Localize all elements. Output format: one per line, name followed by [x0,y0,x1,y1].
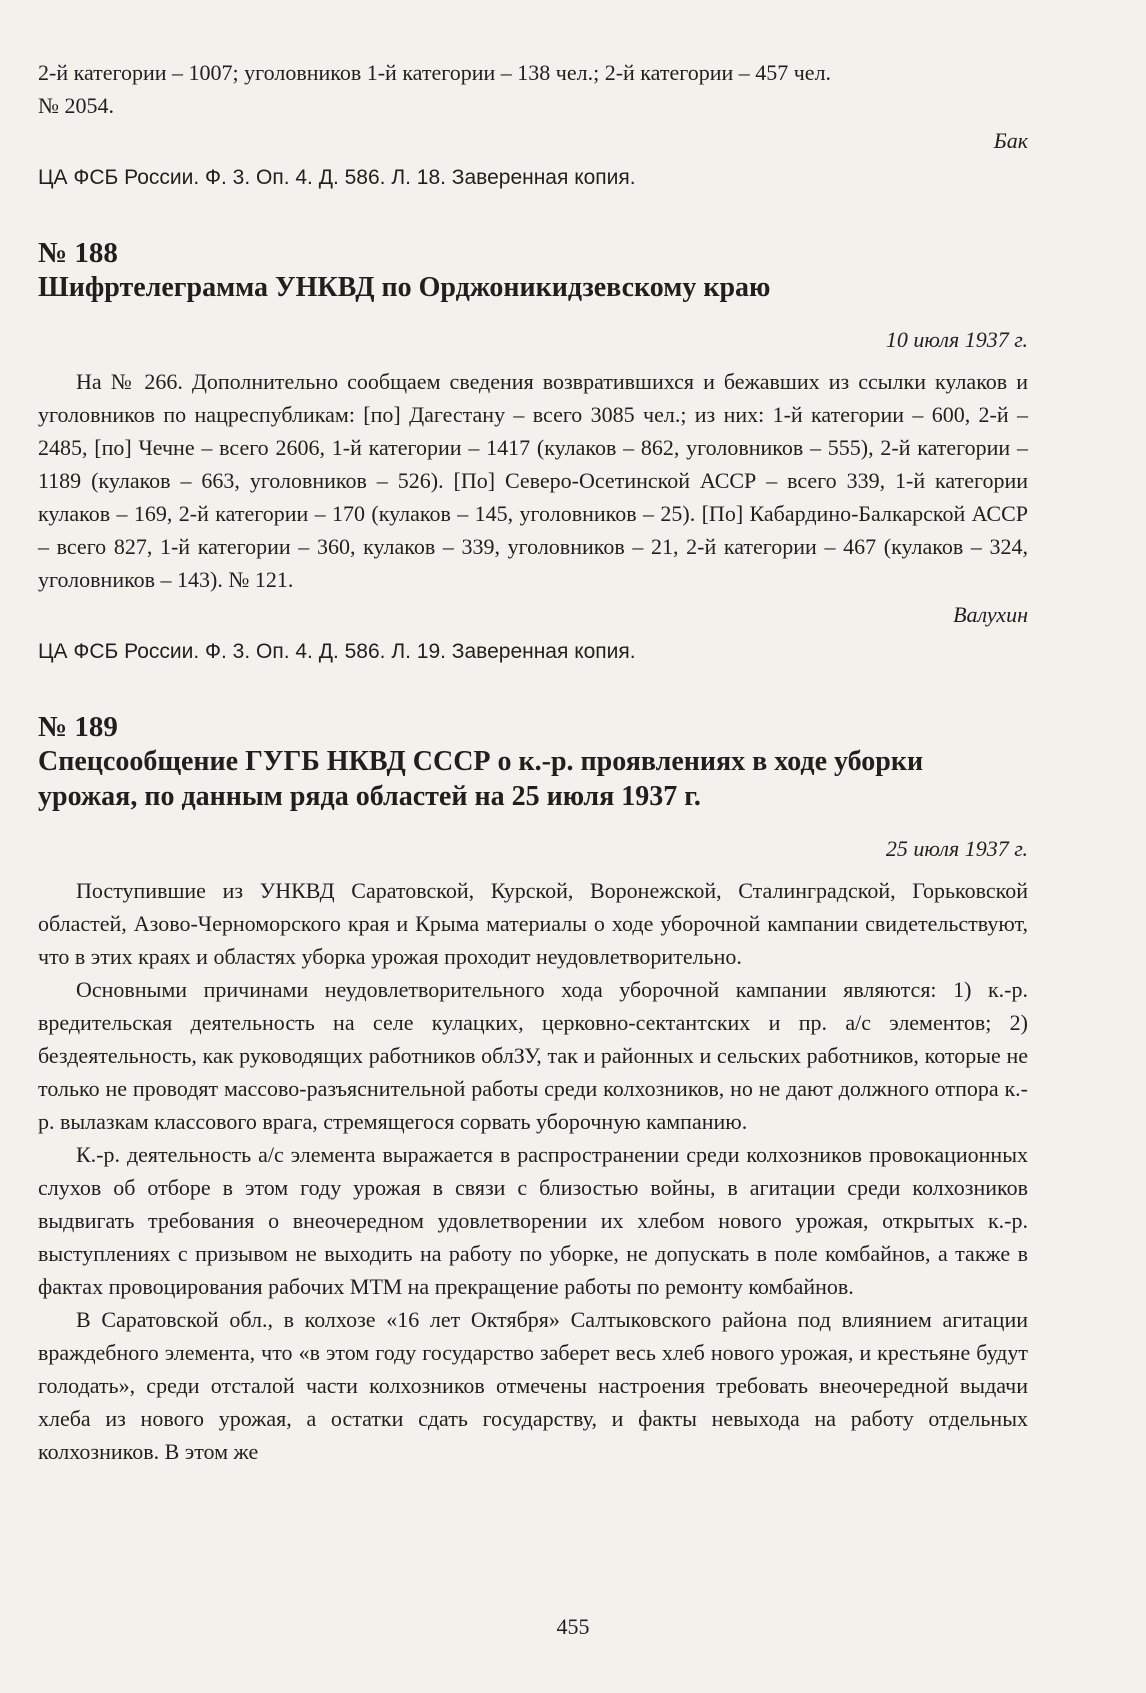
document-paragraph: На № 266. Дополнительно сообщаем сведения возвратившихся и бежавших из ссылки кулаков и уголовников по нацреспубликам: [по] Дагестану – всего 3085 чел.; из них: 1-й категории – 600, 2-й – 2485, [по] Чечне – всего 2606, 1-й категории – 1417 (кулаков – 862, уголовников – 555), 2-й категории – 1189 (кулаков – 663, уголовников – 526). [По] Северо-Осетинской АССР – всего 339, 1-й категории кулаков – 169, 2-й категории – 170 (кулаков – 145, уголовников – 25). [По] Кабардино-Балкарской АССР – всего 827, 1-й категории – 360, кулаков – 339, уголовников – 21, 2-й категории – 467 (кулаков – 324, уголовников – 143). № 121. [38,369,1028,592]
document-title: Спецсообщение ГУГБ НКВД СССР о к.-р. проявлениях в ходе уборки урожая, по данным ряда областей на 25 июля 1937 г. [38,746,924,812]
document-date: 25 июля 1937 г. [885,836,1028,861]
document-paragraph: Основными причинами неудовлетворительного хода уборочной кампании являются: 1) к.-р. вредительская деятельность на селе кулацких, церковно-сектантских и пр. а/с элементов; 2) бездеятельность, как руководящих работников облЗУ, так и районных и сельских работников, которые не только не проводят массово-разъяснительной работы среди колхозников, но не дают должного отпора к.-р. вылазкам классового врага, стремящегося сорвать уборочную кампанию. [38,977,1028,1134]
document-189 [38,710,1028,1468]
document-paragraph: К.-р. деятельность а/с элемента выражается в распространении среди колхозников провокационных слухов об отборе в этом году урожая в связи с близостью войны, в агитации среди колхозников выдвигать требования о внеочередном удовлетворении их хлебом нового урожая, открытых к.-р. выступлениях с призывом не выходить на работу по уборке, не допускать в поле комбайнов, а также в фактах провоцирования рабочих МТМ на прекращение работы по ремонту комбайнов. [38,1142,1028,1299]
archive-source: ЦА ФСБ России. Ф. 3. Оп. 4. Д. 586. Л. 19. Заверенная копия. [38,640,636,663]
document-title: Шифртелеграмма УНКВД по Орджоникидзевскому краю [38,272,771,303]
document-date: 10 июля 1937 г. [885,327,1028,352]
signature: Бак [993,128,1028,153]
signature: Валухин [953,602,1028,627]
document-number: № 188 [38,237,118,269]
page-number: 455 [556,1614,590,1639]
document-paragraph: Поступившие из УНКВД Саратовской, Курской, Воронежской, Сталинградской, Горьковской областей, Азово-Черноморского края и Крыма материалы о ходе уборочной кампании свидетельствуют, что в этих краях и областях уборка урожая проходит неудовлетворительно. [38,878,1028,969]
document-paragraph: В Саратовской обл., в колхозе «16 лет Октября» Салтыковского района под влиянием агитации враждебного элемента, что «в этом году государство заберет весь хлеб нового урожая, и крестьяне будут голодать», среди отсталой части колхозников отмечены настроения требовать внеочередной выдачи хлеба из нового урожая, а остатки сдать государству, и факты невыхода на работу отдельных колхозников. В этом же [38,1307,1028,1464]
continuation-line-number: № 2054. [38,93,114,118]
archive-source: ЦА ФСБ России. Ф. 3. Оп. 4. Д. 586. Л. 18. Заверенная копия. [38,166,636,189]
document-188 [38,236,1028,666]
continuation-line: 2-й категории – 1007; уголовников 1-й категории – 138 чел.; 2-й категории – 457 чел. [38,60,832,85]
document-number: № 189 [38,711,118,743]
